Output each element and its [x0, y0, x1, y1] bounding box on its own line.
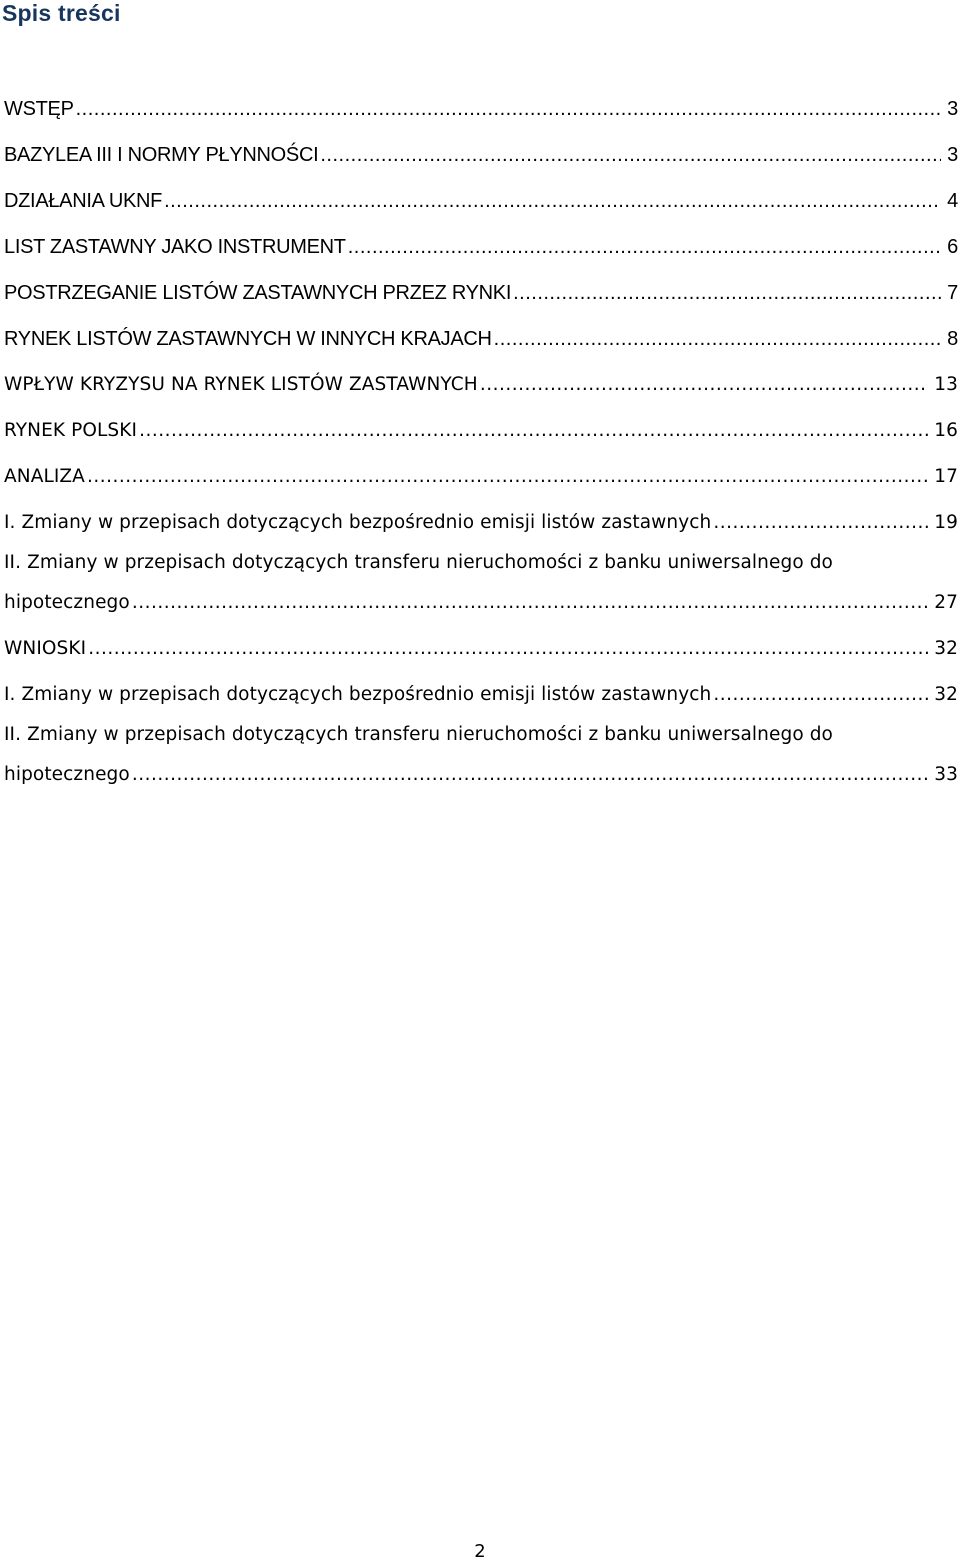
toc-leader-dots — [164, 178, 941, 224]
toc-entry-label-line2: hipotecznego — [4, 592, 130, 613]
toc-title: Spis treści — [2, 0, 121, 26]
toc-leader-dots — [139, 408, 928, 454]
toc-entry-page: 33 — [934, 764, 958, 785]
toc-entry-label: RYNEK LISTÓW ZASTAWNYCH W INNYCH KRAJACH — [4, 328, 492, 350]
toc-entry-page: 32 — [934, 638, 958, 659]
toc-entry-rynek-polski[interactable] — [4, 408, 958, 454]
toc-leader-dots — [132, 580, 928, 626]
toc-leader-dots — [713, 500, 928, 546]
toc-entry-line2 — [4, 752, 958, 798]
toc-entry-analiza-zmiany-transferu[interactable] — [4, 546, 958, 626]
toc-entry-page: 13 — [934, 374, 958, 395]
toc-entry-label: LIST ZASTAWNY JAKO INSTRUMENT — [4, 236, 346, 258]
toc-entry-wnioski-zmiany-emisji[interactable] — [4, 672, 958, 718]
toc-entry-label: RYNEK POLSKI — [4, 420, 138, 441]
toc-entry-label-line1: II. Zmiany w przepisach dotyczących transferu nieruchomości z banku uniwersalnego do — [4, 552, 833, 573]
toc-entry-label-line2: hipotecznego — [4, 764, 130, 785]
toc-entry-page: 16 — [934, 420, 958, 441]
toc-entry-label: I. Zmiany w przepisach dotyczących bezpośrednio emisji listów zastawnych — [4, 684, 712, 705]
toc-entry-label: WNIOSKI — [4, 638, 87, 659]
toc-entry-page: 4 — [947, 190, 958, 212]
toc-entry-label: BAZYLEA III I NORMY PŁYNNOŚCI — [4, 144, 319, 166]
toc-leader-dots — [132, 752, 928, 798]
toc-leader-dots — [480, 362, 928, 408]
toc-entry-label-line1: II. Zmiany w przepisach dotyczących transferu nieruchomości z banku uniwersalnego do — [4, 724, 833, 745]
table-of-contents — [4, 86, 958, 798]
toc-leader-dots — [494, 316, 942, 362]
toc-entry-wnioski-zmiany-transferu[interactable] — [4, 718, 958, 798]
toc-entry-page: 19 — [934, 512, 958, 533]
toc-entry-label: ANALIZA — [4, 466, 85, 487]
toc-entry-list-zastawny[interactable] — [4, 224, 958, 270]
toc-entry-page: 3 — [947, 144, 958, 166]
toc-entry-page: 3 — [947, 98, 958, 120]
toc-entry-analiza-zmiany-emisji[interactable] — [4, 500, 958, 546]
toc-entry-page: 7 — [947, 282, 958, 304]
toc-entry-postrzeganie[interactable] — [4, 270, 958, 316]
toc-entry-rynek-innych-krajach[interactable] — [4, 316, 958, 362]
toc-entry-page: 32 — [934, 684, 958, 705]
toc-entry-label: WPŁYW KRYZYSU NA RYNEK LISTÓW ZASTAWNYCH — [4, 374, 478, 395]
toc-entry-wplyw-kryzysu[interactable] — [4, 362, 958, 408]
toc-leader-dots — [348, 224, 941, 270]
toc-entry-wstep[interactable] — [4, 86, 958, 132]
toc-leader-dots — [513, 270, 941, 316]
toc-leader-dots — [713, 672, 928, 718]
toc-entry-page: 6 — [947, 236, 958, 258]
page-number: 2 — [474, 1541, 486, 1562]
toc-entry-page: 27 — [934, 592, 958, 613]
toc-entry-analiza[interactable] — [4, 454, 958, 500]
toc-entry-label: I. Zmiany w przepisach dotyczących bezpośrednio emisji listów zastawnych — [4, 512, 712, 533]
toc-leader-dots — [88, 626, 928, 672]
toc-entry-line2 — [4, 580, 958, 626]
toc-entry-dzialania-uknf[interactable] — [4, 178, 958, 224]
toc-leader-dots — [87, 454, 928, 500]
toc-entry-label: POSTRZEGANIE LISTÓW ZASTAWNYCH PRZEZ RYNKI — [4, 282, 512, 304]
toc-entry-bazylea[interactable] — [4, 132, 958, 178]
toc-leader-dots — [76, 86, 942, 132]
toc-leader-dots — [320, 132, 941, 178]
toc-entry-page: 8 — [947, 328, 958, 350]
toc-entry-label: WSTĘP — [4, 98, 74, 120]
toc-entry-label: DZIAŁANIA UKNF — [4, 190, 163, 212]
toc-entry-wnioski[interactable] — [4, 626, 958, 672]
toc-entry-page: 17 — [934, 466, 958, 487]
